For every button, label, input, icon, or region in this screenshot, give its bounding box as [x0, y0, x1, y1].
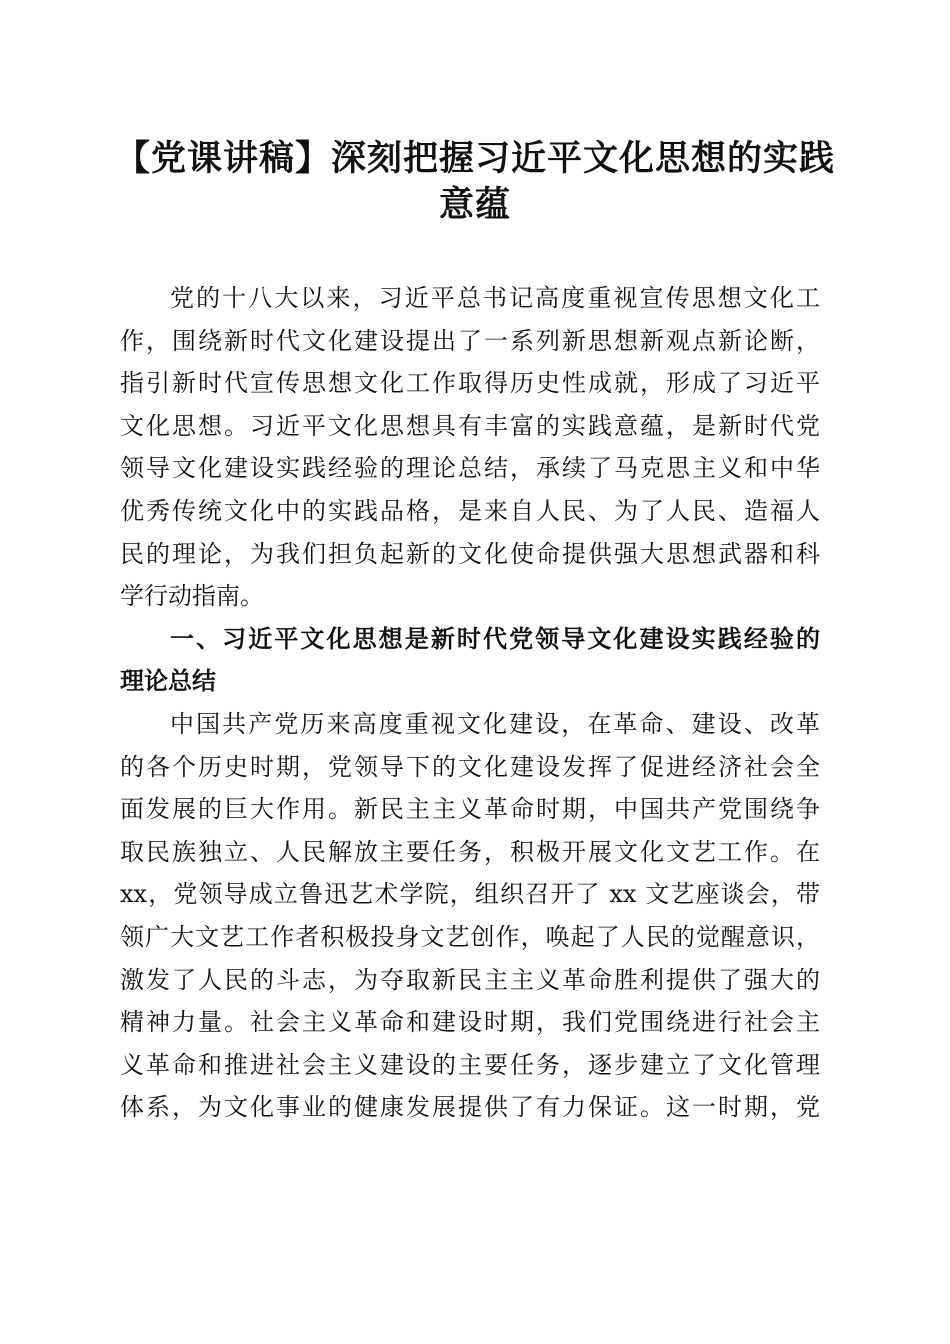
text-line: 面发展的巨大作用。新民主主义革命时期，中国共产党围绕争 — [120, 795, 820, 824]
document-body — [120, 277, 820, 1129]
text-line: 的各个历史时期，党领导下的文化建设发挥了促进经济社会全 — [120, 752, 820, 781]
text-line: 激发了人民的斗志，为夺取新民主主义革命胜利提供了强大的 — [120, 965, 820, 994]
text-line: 一、习近平文化思想是新时代党领导文化建设实践经验的 — [170, 624, 820, 653]
text-line: xx，党领导成立鲁迅艺术学院，组织召开了 xx 文艺座谈会，带 — [120, 880, 820, 909]
text-line: 义革命和推进社会主义建设的主要任务，逐步建立了文化管理 — [120, 1050, 820, 1079]
text-line: 作，围绕新时代文化建设提出了一系列新思想新观点新论断， — [120, 326, 820, 355]
text-line: 中国共产党历来高度重视文化建设，在革命、建设、改革 — [170, 709, 820, 738]
text-line: 精神力量。社会主义革命和建设时期，我们党围绕进行社会主 — [120, 1008, 820, 1037]
text-line: 指引新时代宣传思想文化工作取得历史性成就，形成了习近平 — [120, 369, 820, 398]
text-line: 领导文化建设实践经验的理论总结，承续了马克思主义和中华 — [120, 454, 820, 483]
section-heading — [120, 618, 820, 703]
text-line: 学行动指南。 — [120, 582, 264, 611]
paragraph — [120, 277, 820, 618]
document-title — [100, 136, 850, 228]
text-line: 党的十八大以来，习近平总书记高度重视宣传思想文化工 — [170, 284, 820, 312]
text-line: 领广大文艺工作者积极投身文艺创作，唤起了人民的觉醒意识， — [120, 922, 820, 951]
paragraph — [120, 703, 820, 1129]
text-line: 民的理论，为我们担负起新的文化使命提供强大思想武器和科 — [120, 539, 820, 568]
text-line: 取民族独立、人民解放主要任务，积极开展文化文艺工作。在 — [120, 837, 820, 866]
title-line: 【党课讲稿】深刻把握习近平文化思想的实践 — [114, 138, 835, 179]
title-line: 意蕴 — [438, 184, 511, 225]
text-line: 体系，为文化事业的健康发展提供了有力保证。这一时期，党 — [120, 1093, 820, 1122]
text-line: 文化思想。习近平文化思想具有丰富的实践意蕴，是新时代党 — [120, 411, 820, 440]
text-line: 优秀传统文化中的实践品格，是来自人民、为了人民、造福人 — [120, 496, 820, 525]
text-line: 理论总结 — [120, 667, 216, 696]
